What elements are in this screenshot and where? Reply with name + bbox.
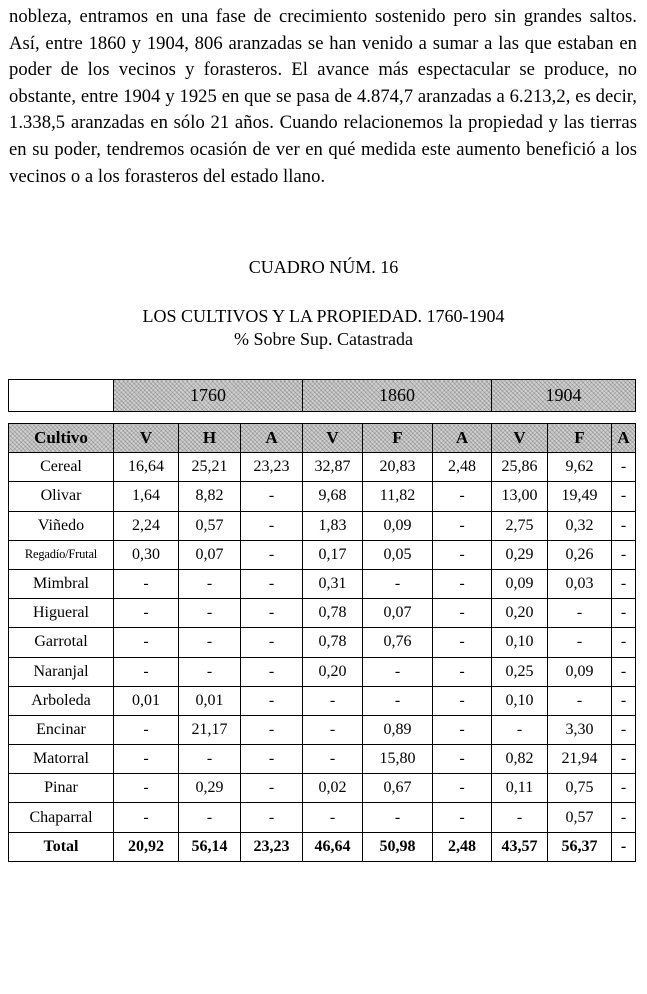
table-cell: -: [612, 540, 636, 569]
table-cell: -: [612, 482, 636, 511]
table-cell: -: [179, 657, 241, 686]
table-cell: 0,82: [492, 745, 548, 774]
row-label: Encinar: [9, 715, 114, 744]
table-cell: 25,86: [492, 453, 548, 482]
table-cell: 0,11: [492, 774, 548, 803]
table-cell: -: [179, 628, 241, 657]
row-label: Chaparral: [9, 803, 114, 832]
table-cell: 0,75: [548, 774, 612, 803]
table-row: [9, 599, 636, 628]
year-1860: 1860: [303, 380, 492, 412]
table-cell: -: [612, 453, 636, 482]
table-row: [9, 569, 636, 598]
table-cell: 8,82: [179, 482, 241, 511]
table-cell: 0,20: [303, 657, 363, 686]
table-row: [9, 540, 636, 569]
table-cell: -: [241, 774, 303, 803]
table-cell: 23,23: [241, 453, 303, 482]
row-label: Regadío/Frutal: [9, 540, 114, 569]
table-cell: 1,83: [303, 511, 363, 540]
total-label: Total: [9, 832, 114, 861]
table-cell: 11,82: [363, 482, 433, 511]
column-header: F: [548, 424, 612, 453]
table-cell: 0,09: [548, 657, 612, 686]
table-cell: -: [433, 511, 492, 540]
table-cell: -: [241, 803, 303, 832]
table-cell: -: [433, 686, 492, 715]
table-cell: 0,09: [492, 569, 548, 598]
table-cell: 0,03: [548, 569, 612, 598]
table-cell: -: [114, 569, 179, 598]
column-header-cultivo: Cultivo: [9, 424, 114, 453]
table-cell: 0,10: [492, 686, 548, 715]
table-cell: 0,26: [548, 540, 612, 569]
table-cell: -: [492, 715, 548, 744]
row-label: Pinar: [9, 774, 114, 803]
row-label: Mimbral: [9, 569, 114, 598]
table-cell: 0,01: [179, 686, 241, 715]
table-cell: -: [612, 745, 636, 774]
table-cell: -: [548, 599, 612, 628]
row-label: Garrotal: [9, 628, 114, 657]
table-row: [9, 657, 636, 686]
table-cell: -: [612, 803, 636, 832]
row-label: Olivar: [9, 482, 114, 511]
total-cell: 56,37: [548, 832, 612, 861]
table-cell: 0,07: [179, 540, 241, 569]
total-cell: -: [612, 832, 636, 861]
table-cell: 0,30: [114, 540, 179, 569]
table-cell: 2,48: [433, 453, 492, 482]
table-cell: 20,83: [363, 453, 433, 482]
table-cell: 0,78: [303, 599, 363, 628]
table-cell: -: [241, 745, 303, 774]
table-cell: -: [363, 803, 433, 832]
row-label: Viñedo: [9, 511, 114, 540]
table-cell: 19,49: [548, 482, 612, 511]
table-cell: 0,05: [363, 540, 433, 569]
table-cell: -: [241, 715, 303, 744]
table-cell: -: [612, 599, 636, 628]
table-cell: 9,62: [548, 453, 612, 482]
year-1904: 1904: [492, 380, 636, 412]
crops-table: [8, 423, 636, 862]
table-cell: -: [433, 715, 492, 744]
table-cell: -: [114, 628, 179, 657]
table-cell: 0,57: [548, 803, 612, 832]
table-cell: -: [612, 657, 636, 686]
table-row: [9, 745, 636, 774]
table-cell: 0,01: [114, 686, 179, 715]
table-cell: -: [492, 803, 548, 832]
table-cell: 0,07: [363, 599, 433, 628]
table-cell: 2,24: [114, 511, 179, 540]
table-cell: -: [303, 803, 363, 832]
year-header-table: [8, 379, 636, 412]
total-row: [9, 832, 636, 861]
table-cell: -: [179, 569, 241, 598]
table-cell: -: [114, 599, 179, 628]
table-row: [9, 628, 636, 657]
table-cell: -: [241, 686, 303, 715]
table-body: [9, 453, 636, 862]
table-cell: 0,02: [303, 774, 363, 803]
table-cell: 0,78: [303, 628, 363, 657]
table-row: [9, 715, 636, 744]
column-header: V: [303, 424, 363, 453]
table-cell: -: [114, 657, 179, 686]
table-cell: 13,00: [492, 482, 548, 511]
table-cell: -: [433, 569, 492, 598]
table-cell: -: [114, 774, 179, 803]
table-cell: 2,75: [492, 511, 548, 540]
table-cell: -: [303, 715, 363, 744]
row-label: Matorral: [9, 745, 114, 774]
column-header: V: [492, 424, 548, 453]
table-cell: -: [241, 569, 303, 598]
table-cell: -: [241, 657, 303, 686]
table-row: [9, 774, 636, 803]
table-cell: 0,76: [363, 628, 433, 657]
table-cell: 32,87: [303, 453, 363, 482]
total-cell: 46,64: [303, 832, 363, 861]
table-cell: 21,17: [179, 715, 241, 744]
table-cell: -: [363, 686, 433, 715]
table-cell: -: [363, 569, 433, 598]
table-cell: 3,30: [548, 715, 612, 744]
table-cell: -: [612, 715, 636, 744]
table-cell: 1,64: [114, 482, 179, 511]
table-cell: -: [363, 657, 433, 686]
table-cell: 15,80: [363, 745, 433, 774]
table-subtitle: % Sobre Sup. Catastrada: [234, 329, 413, 349]
table-cell: -: [179, 745, 241, 774]
total-cell: 2,48: [433, 832, 492, 861]
table-cell: -: [241, 482, 303, 511]
table-cell: 16,64: [114, 453, 179, 482]
row-label: Naranjal: [9, 657, 114, 686]
column-header: F: [363, 424, 433, 453]
table-cell: 0,10: [492, 628, 548, 657]
table-cell: 0,20: [492, 599, 548, 628]
table-cell: 0,32: [548, 511, 612, 540]
table-cell: 0,67: [363, 774, 433, 803]
total-cell: 50,98: [363, 832, 433, 861]
table-cell: -: [241, 540, 303, 569]
table-cell: 9,68: [303, 482, 363, 511]
table-cell: 0,29: [179, 774, 241, 803]
table-cell: -: [241, 511, 303, 540]
row-label: Cereal: [9, 453, 114, 482]
year-1760: 1760: [114, 380, 303, 412]
table-cell: -: [241, 628, 303, 657]
table-cell: -: [433, 628, 492, 657]
column-header-row: [9, 424, 636, 453]
table-row: [9, 453, 636, 482]
table-row: [9, 482, 636, 511]
table-title: LOS CULTIVOS Y LA PROPIEDAD. 1760-1904: [142, 306, 505, 326]
table-cell: -: [114, 745, 179, 774]
table-cell: 21,94: [548, 745, 612, 774]
table-cell: -: [303, 745, 363, 774]
row-label: Arboleda: [9, 686, 114, 715]
table-cell: -: [433, 774, 492, 803]
table-cell: -: [179, 599, 241, 628]
total-cell: 23,23: [241, 832, 303, 861]
table-cell: -: [303, 686, 363, 715]
table-cell: -: [612, 686, 636, 715]
table-cell: -: [433, 803, 492, 832]
table-cell: 0,31: [303, 569, 363, 598]
table-cell: -: [114, 715, 179, 744]
table-cell: -: [612, 511, 636, 540]
table-cell: 0,17: [303, 540, 363, 569]
body-paragraph: nobleza, entramos en una fase de crecimiento sostenido pero sin grandes saltos. Así, entre 1860 y 1904, 806 aranzadas se han venido a sumar a las que estaban en poder de los vecinos y forasteros. El avance más espectacular se produce, no obstante, entre 1904 y 1925 en que se pasa de 4.874,7 aranzadas a 6.213,2, es decir, 1.338,5 aranzadas en sólo 21 años. Cuando relacionemos la propiedad y las tierras en su poder, tendremos ocasión de ver en qué medida este aumento benefició a los vecinos o a los forasteros del estado llano.: [9, 6, 637, 187]
table-cell: 0,29: [492, 540, 548, 569]
table-cell: 0,89: [363, 715, 433, 744]
total-cell: 43,57: [492, 832, 548, 861]
total-cell: 56,14: [179, 832, 241, 861]
table-cell: -: [433, 540, 492, 569]
table-cell: -: [433, 599, 492, 628]
total-cell: 20,92: [114, 832, 179, 861]
table-cell: -: [114, 803, 179, 832]
table-cell: 0,57: [179, 511, 241, 540]
column-header: A: [433, 424, 492, 453]
column-header: A: [241, 424, 303, 453]
table-row: [9, 511, 636, 540]
column-header: A: [612, 424, 636, 453]
table-cell: -: [612, 569, 636, 598]
table-cell: -: [548, 686, 612, 715]
table-cell: -: [548, 628, 612, 657]
table-cell: -: [179, 803, 241, 832]
table-cell: 0,25: [492, 657, 548, 686]
table-cell: 0,09: [363, 511, 433, 540]
column-header: V: [114, 424, 179, 453]
table-cell: -: [433, 745, 492, 774]
table-cell: -: [612, 774, 636, 803]
table-cell: 25,21: [179, 453, 241, 482]
column-header: H: [179, 424, 241, 453]
table-cell: -: [241, 599, 303, 628]
year-header-blank: [9, 380, 114, 412]
table-number: CUADRO NÚM. 16: [248, 257, 399, 277]
row-label: Higueral: [9, 599, 114, 628]
table-row: [9, 686, 636, 715]
table-cell: -: [612, 628, 636, 657]
table-cell: -: [433, 657, 492, 686]
table-cell: -: [433, 482, 492, 511]
table-row: [9, 803, 636, 832]
